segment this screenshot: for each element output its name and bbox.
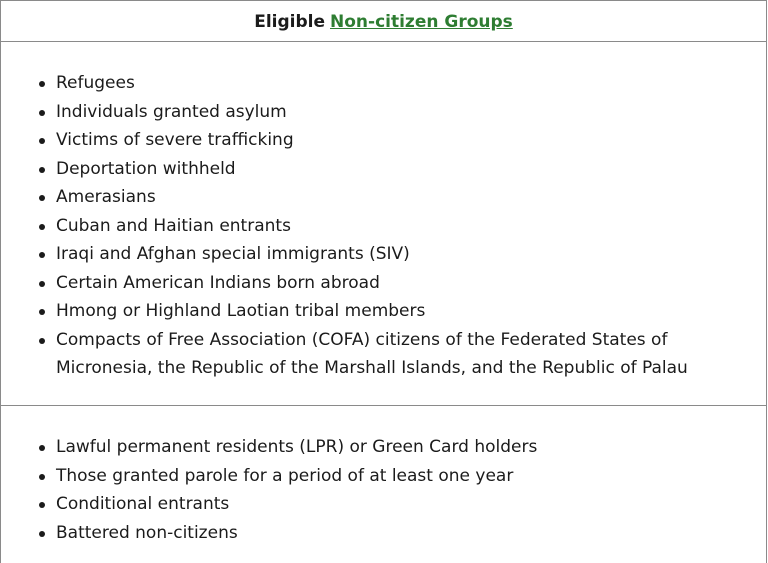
list-item: Refugees	[56, 69, 766, 98]
list-item: Cuban and Haitian entrants	[56, 212, 766, 241]
list-item: Deportation withheld	[56, 155, 766, 184]
table-header	[1, 1, 766, 42]
list-item: Iraqi and Afghan special immigrants (SIV)	[56, 240, 766, 269]
header-title: Eligible	[254, 11, 325, 32]
group-1-section	[1, 42, 766, 406]
list-item: Victims of severe trafficking	[56, 126, 766, 155]
list-item: Compacts of Free Association (COFA) citizens of the Federated States of Micronesia, the Republic of the Marshall Islands, and the Republic of Palau	[56, 326, 766, 383]
list-item: Lawful permanent residents (LPR) or Green Card holders	[56, 433, 766, 462]
list-item: Certain American Indians born abroad	[56, 269, 766, 298]
group-2-section	[1, 406, 766, 547]
list-item: Individuals granted asylum	[56, 98, 766, 127]
list-item: Hmong or Highland Laotian tribal members	[56, 297, 766, 326]
list-item: Battered non-citizens	[56, 519, 766, 548]
group-2-list	[1, 433, 766, 547]
list-item: Conditional entrants	[56, 490, 766, 519]
group-1-list	[1, 69, 766, 383]
list-item: Those granted parole for a period of at least one year	[56, 462, 766, 491]
non-citizen-groups-link[interactable]: Non-citizen Groups	[330, 11, 513, 32]
list-item: Amerasians	[56, 183, 766, 212]
